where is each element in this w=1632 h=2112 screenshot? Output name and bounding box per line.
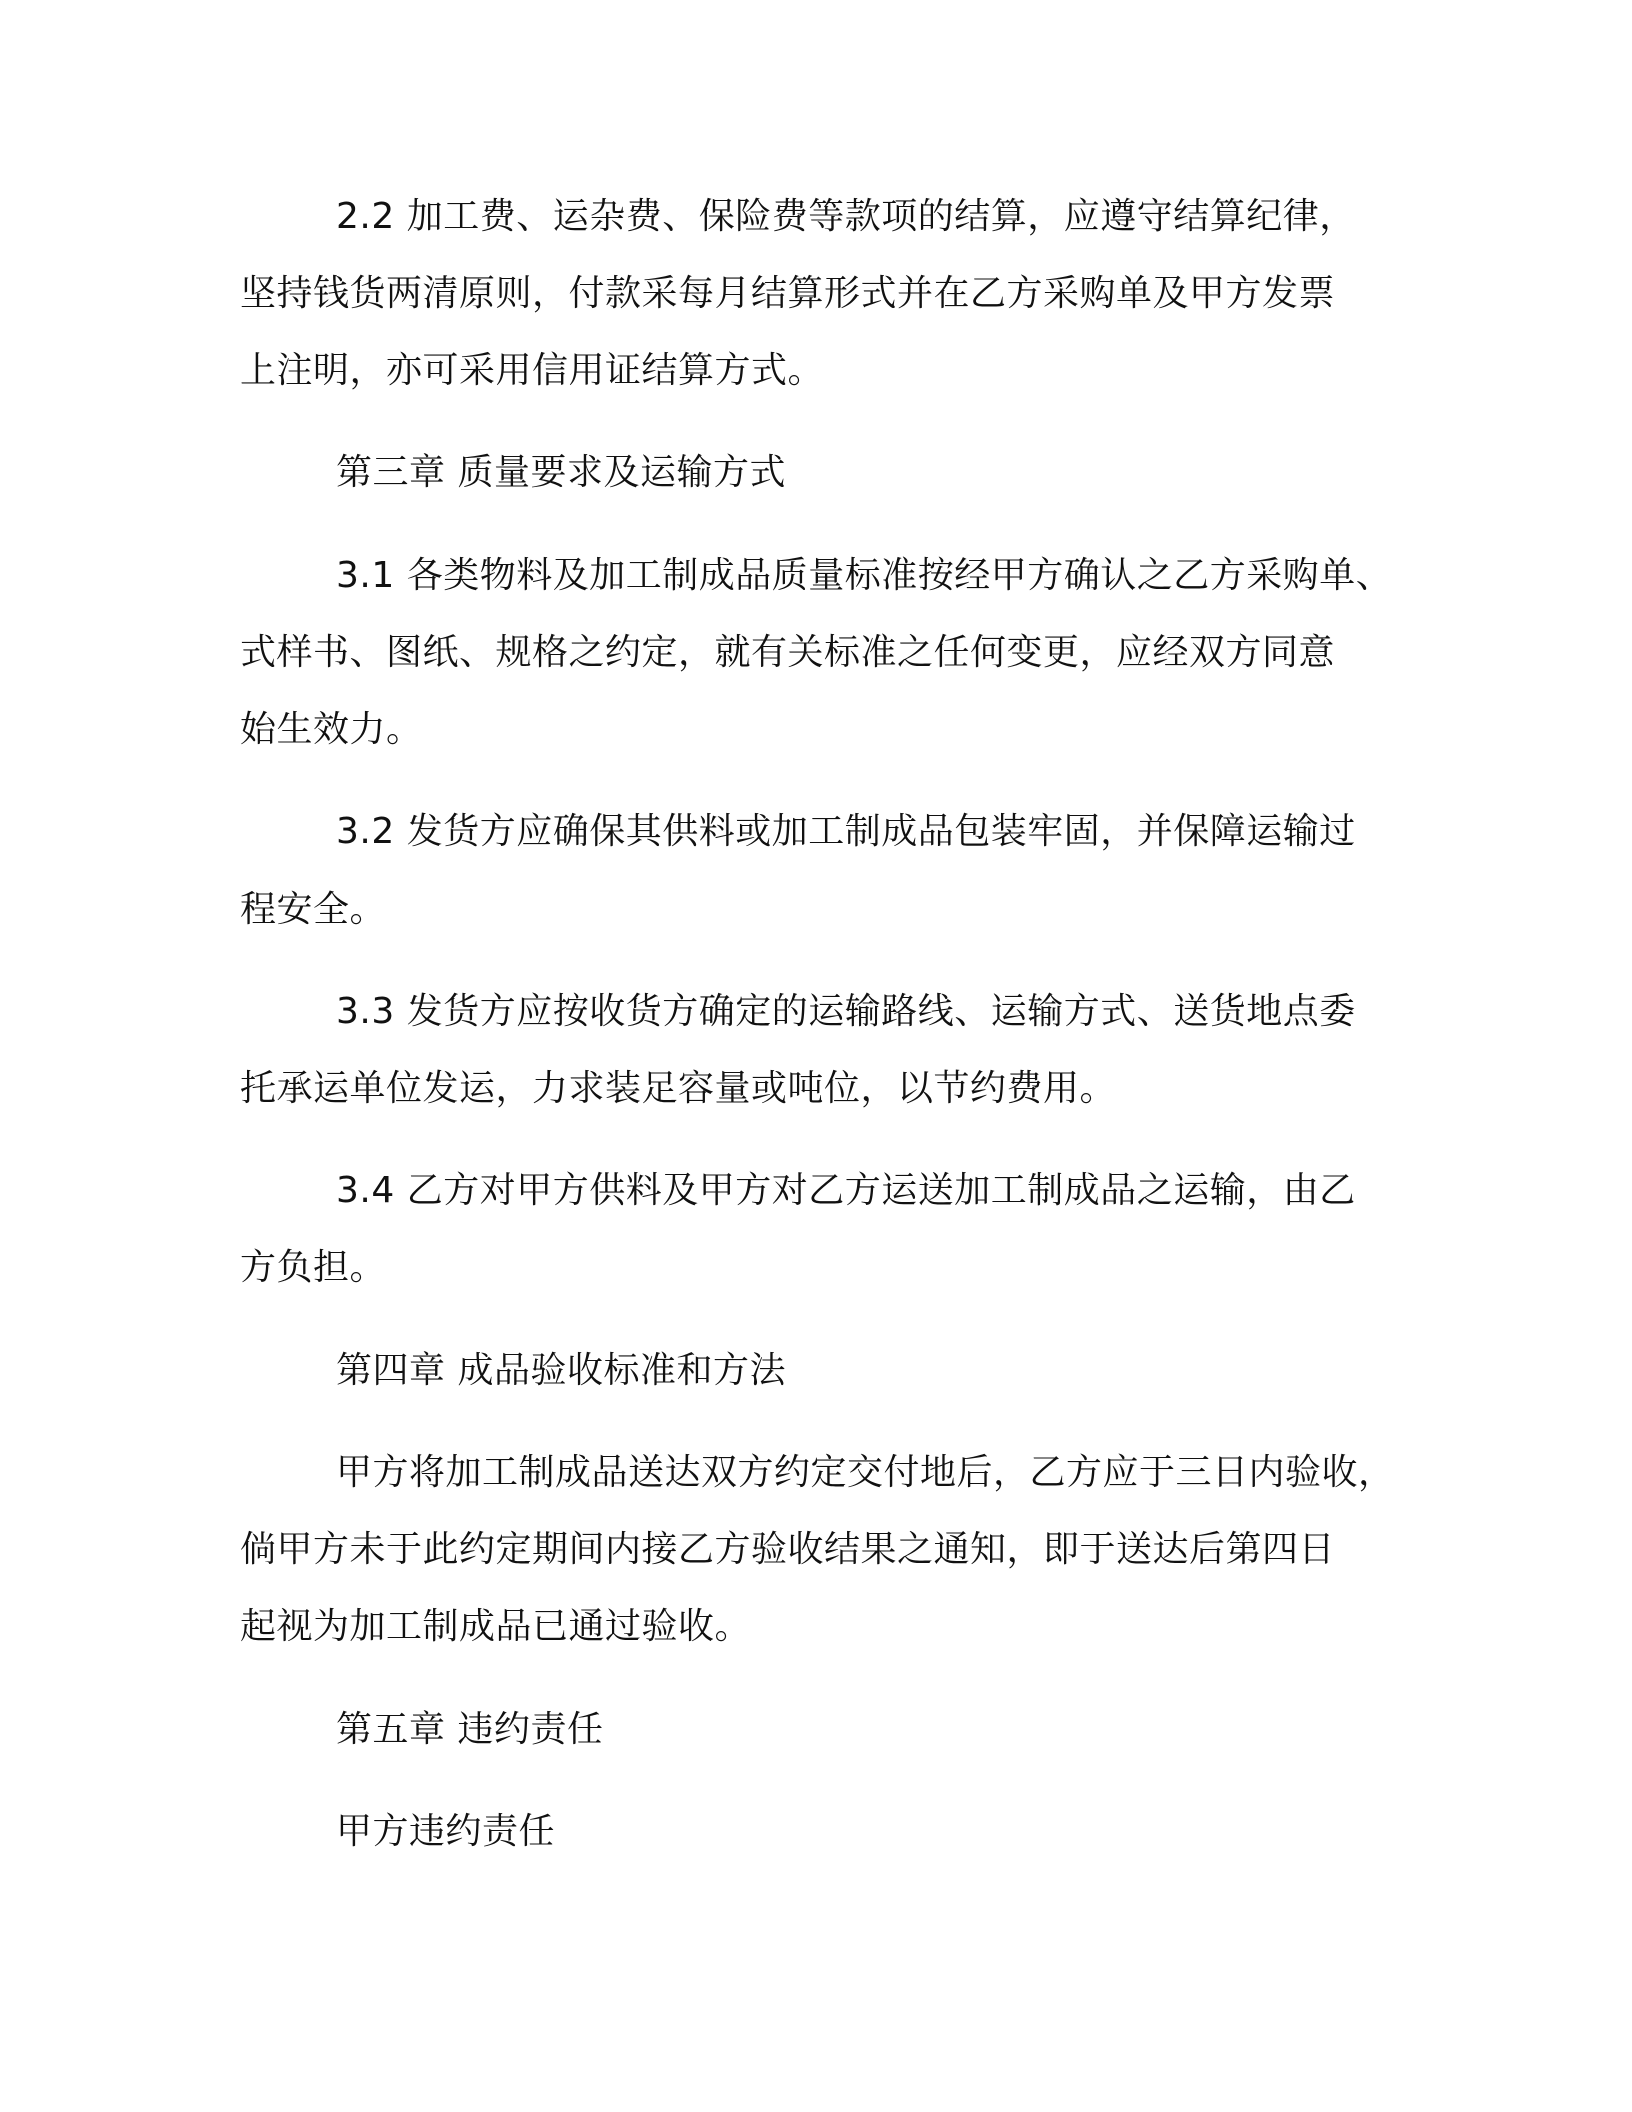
chapter-5-heading: 第五章 违约责任 [336,1709,604,1750]
chapter-4-heading: 第四章 成品验收标准和方法 [336,1350,786,1391]
party-a-liability-heading: 甲方违约责任 [336,1811,556,1852]
chapter-3-heading: 第三章 质量要求及运输方式 [336,452,786,493]
paragraph-ch4-line-1: 甲方将加工制成品送达双方约定交付地后，乙方应于三日内验收， [336,1452,1395,1493]
paragraph-3-4-line-2: 方负担。 [240,1247,387,1288]
paragraph-2-2-line-2: 坚持钱货两清原则，付款采每月结算形式并在乙方采购单及甲方发票 [240,273,1336,314]
paragraph-2-2-line-3: 上注明，亦可采用信用证结算方式。 [240,350,825,391]
paragraph-3-1-line-2: 式样书、图纸、规格之约定，就有关标准之任何变更，应经双方同意 [240,632,1336,673]
paragraph-3-3-line-1: 3.3 发货方应按收货方确定的运输路线、运输方式、送货地点委 [336,991,1356,1032]
paragraph-3-2-line-1: 3.2 发货方应确保其供料或加工制成品包装牢固，并保障运输过 [336,811,1356,852]
paragraph-3-3-line-2: 托承运单位发运，力求装足容量或吨位，以节约费用。 [240,1068,1117,1109]
paragraph-ch4-line-3: 起视为加工制成品已通过验收。 [240,1606,752,1647]
paragraph-3-2-line-2: 程安全。 [240,889,387,930]
paragraph-3-1-line-1: 3.1 各类物料及加工制成品质量标准按经甲方确认之乙方采购单、 [336,555,1393,596]
paragraph-2-2-line-1: 2.2 加工费、运杂费、保险费等款项的结算，应遵守结算纪律， [336,196,1356,237]
paragraph-3-4-line-1: 3.4 乙方对甲方供料及甲方对乙方运送加工制成品之运输，由乙 [336,1170,1356,1211]
paragraph-3-1-line-3: 始生效力。 [240,709,423,750]
paragraph-ch4-line-2: 倘甲方未于此约定期间内接乙方验收结果之通知，即于送达后第四日 [240,1529,1336,1570]
